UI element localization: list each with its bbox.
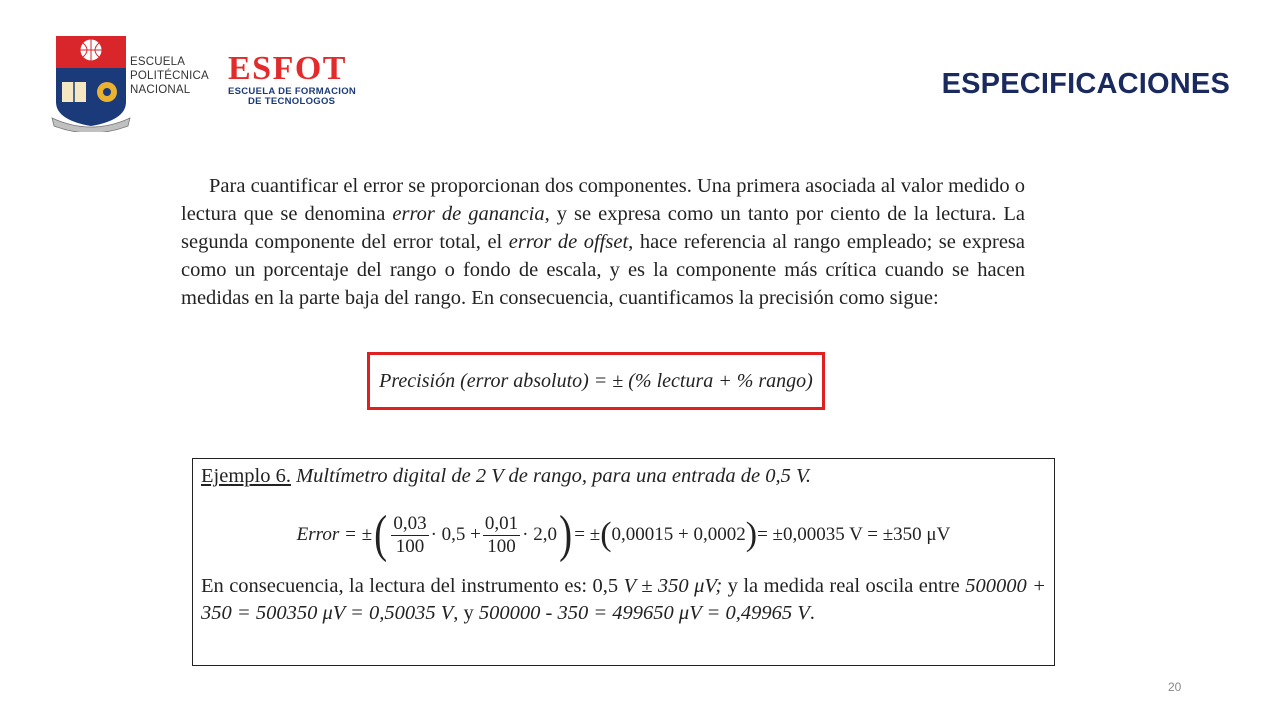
slide-title: ESPECIFICACIONES — [941, 68, 1230, 100]
close-paren: ) — [559, 506, 573, 563]
fraction-1-numerator: 0,03 — [393, 512, 427, 534]
page-number: 20 — [1168, 680, 1182, 694]
esfot-logo — [228, 52, 368, 107]
example-text-4: . — [809, 602, 815, 624]
example-conclusion — [201, 573, 1046, 627]
fraction-1 — [391, 513, 428, 558]
explanation-paragraph — [181, 172, 1025, 312]
formula-lhs: Error = ± — [296, 524, 373, 545]
example-box — [192, 458, 1055, 666]
precision-formula: Precisión (error absoluto) = ± (% lectura + % rango) — [379, 369, 813, 392]
example-formula — [201, 503, 1046, 567]
formula-mid: = ± — [574, 524, 601, 545]
term-error-de-offset: error de offset — [508, 231, 629, 253]
example-text-2: y la medida real oscila entre — [722, 575, 966, 597]
epn-crest-logo — [50, 36, 132, 132]
example-heading — [201, 463, 1046, 489]
example-lower-bound: 500000 - 350 = 499650 μV = 0,49965 V — [478, 602, 810, 624]
inner-open-paren: ( — [600, 516, 612, 553]
formula-term-2: · 2,0 — [522, 524, 557, 545]
fraction-2 — [483, 513, 520, 558]
example-label: Ejemplo 6. — [201, 465, 291, 487]
esfot-subtitle-2: DE TECNOLOGOS — [248, 96, 336, 107]
para-text-3: , hace referencia al rango empleado; se expresa como un porcentaje del rango o fondo de escala, y es la componente más crítica cuando se hacen medidas en la parte baja del rango. En consecuencia, cuantificamos la precisión como sigue: — [181, 231, 1026, 309]
formula-inner: 0,00015 + 0,0002 — [611, 524, 746, 545]
institution-name — [130, 55, 209, 97]
fraction-2-numerator: 0,01 — [484, 512, 519, 534]
example-upper-bound: 500000 + 350 = 500350 μV = 0,50035 V — [201, 575, 1046, 624]
inner-close-paren: ) — [745, 516, 758, 553]
example-description: Multímetro digital de 2 V de rango, para una entrada de 0,5 V. — [290, 465, 812, 487]
institution-line-1: ESCUELA — [130, 56, 186, 68]
example-reading: V ± 350 μV; — [623, 575, 723, 597]
esfot-wordmark: ESFOT — [228, 50, 347, 87]
formula-term-1: · 0,5 + — [430, 524, 481, 545]
esfot-subtitle-1: ESCUELA DE FORMACION — [228, 86, 357, 97]
open-paren: ( — [374, 506, 388, 563]
precision-formula-box — [367, 352, 825, 410]
example-text-1: En consecuencia, la lectura del instrumento es: 0,5 — [201, 575, 624, 597]
example-text-3: , y — [453, 602, 479, 624]
formula-rhs: = ±0,00035 V = ±350 μV — [757, 524, 951, 545]
institution-line-2: POLITÉCNICA — [130, 70, 209, 82]
fraction-1-denominator: 100 — [395, 535, 425, 557]
para-text-1: Para cuantificar el error se proporcionan dos componentes. Una primera asociada al valor medido o lectura que se denomina — [181, 175, 1025, 225]
term-error-de-ganancia: error de ganancia — [392, 203, 545, 225]
para-text-2: , y se expresa como un tanto por ciento de la lectura. La segunda componente del error total, el — [181, 203, 1026, 253]
institution-line-3: NACIONAL — [130, 84, 191, 96]
fraction-2-denominator: 100 — [487, 535, 516, 557]
